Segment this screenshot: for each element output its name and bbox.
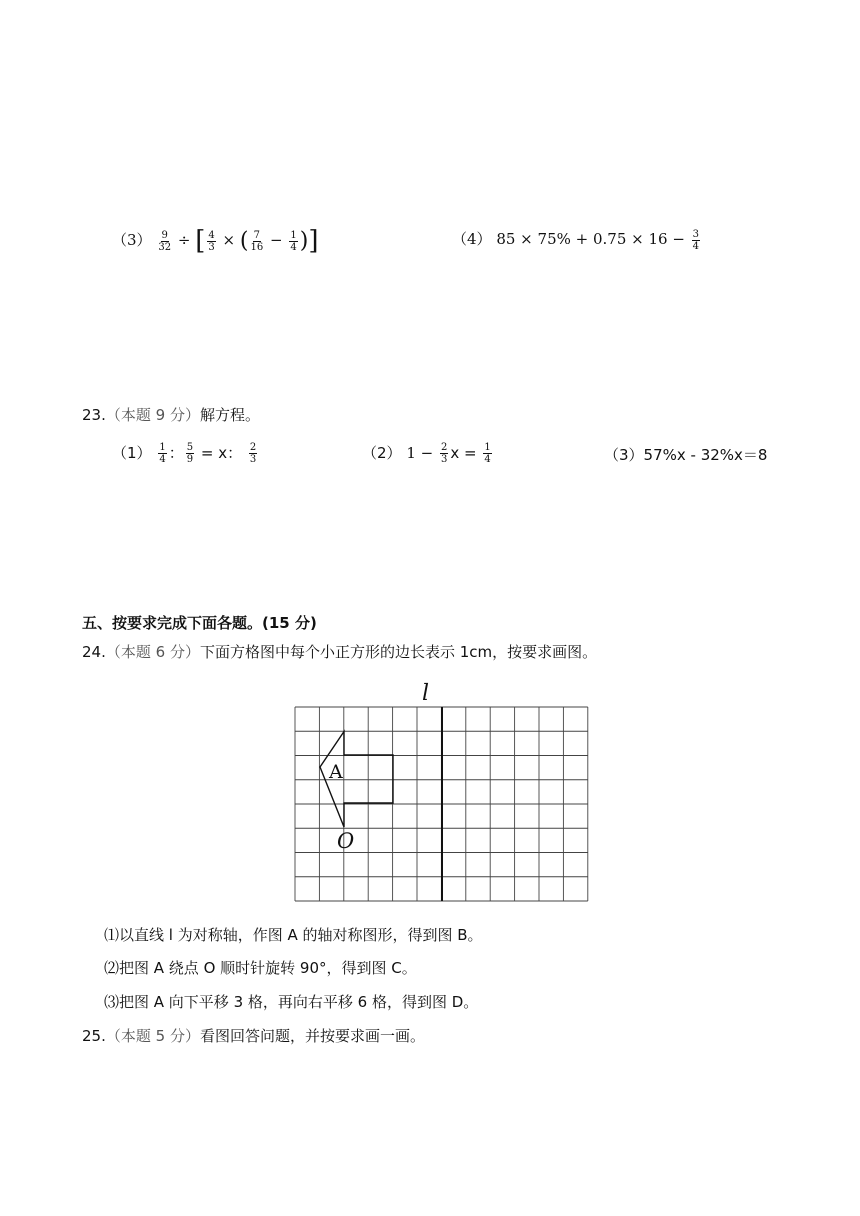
operator: −: [269, 231, 283, 249]
section-title: 五、按要求完成下面各题。(15 分): [82, 614, 317, 632]
calc-problem-4: [452, 228, 702, 252]
bracket: [: [195, 226, 206, 256]
equation-middle: x =: [450, 444, 477, 462]
paren: ): [299, 228, 309, 254]
equation-3: [604, 444, 767, 465]
bracket: ]: [308, 226, 319, 256]
grid-figure: [280, 676, 600, 912]
question-number: 24.: [82, 643, 106, 661]
operator: ×: [222, 231, 236, 249]
fraction: $\frac{1}{4}$: [159, 442, 166, 465]
question-text: 看图回答问题，并按要求画一画。: [199, 1027, 425, 1045]
fraction: $\frac{5}{9}$: [186, 442, 194, 465]
question-text: 解方程。: [199, 406, 260, 424]
fraction: $\frac{1}{4}$: [484, 442, 491, 465]
fraction: $\frac{2}{3}$: [441, 442, 448, 465]
fraction: $\frac{1}{4}$: [290, 229, 297, 253]
q24-item-1: ⑴以直线 l 为对称轴，作图 A 的轴对称图形，得到图 B。: [104, 926, 483, 944]
question-score: （本题 5 分）: [105, 1027, 200, 1045]
fraction: $\frac{4}{3}$: [208, 229, 215, 253]
question-24-heading: [82, 641, 597, 662]
operator: ÷: [177, 231, 191, 249]
question-23-heading: [82, 404, 260, 425]
equation-expression: 57%x - 32%x＝8: [643, 446, 768, 464]
equation-prefix: 1 −: [406, 444, 434, 462]
problem-label: （3）: [112, 231, 152, 249]
problem-label: （2）: [362, 444, 402, 462]
fraction: $\frac{7}{16}$: [250, 229, 264, 253]
paren: (: [239, 228, 249, 254]
q24-item-2: ⑵把图 A 绕点 O 顺时针旋转 90°，得到图 C。: [104, 959, 417, 977]
question-text: 下面方格图中每个小正方形的边长表示 1cm，按要求画图。: [199, 643, 598, 661]
question-score: （本题 6 分）: [105, 643, 200, 661]
question-25-heading: [82, 1025, 425, 1046]
q24-item-3: ⑶把图 A 向下平移 3 格，再向右平移 6 格，得到图 D。: [104, 993, 479, 1011]
line-label-l: l: [422, 681, 430, 706]
problem-label: （4）: [452, 230, 492, 248]
equation-2: [362, 442, 494, 465]
fraction: $\frac{3}{4}$: [692, 228, 700, 252]
point-label-o: O: [337, 829, 355, 853]
shape-label-a: A: [329, 761, 343, 783]
equation-1: [112, 442, 259, 465]
question-number: 23.: [82, 406, 106, 424]
ratio-colon: ：: [168, 444, 184, 462]
fraction: $\frac{9}{32}$: [158, 229, 172, 253]
problem-label: （1）: [112, 444, 152, 462]
expression: 85 × 75% + 0.75 × 16 −: [496, 230, 685, 248]
problem-label: （3）: [604, 446, 644, 464]
question-score: （本题 9 分）: [105, 406, 200, 424]
calc-problem-3: [112, 226, 318, 256]
question-number: 25.: [82, 1027, 106, 1045]
equation-middle: = x：: [200, 444, 243, 462]
fraction: $\frac{2}{3}$: [249, 442, 257, 465]
